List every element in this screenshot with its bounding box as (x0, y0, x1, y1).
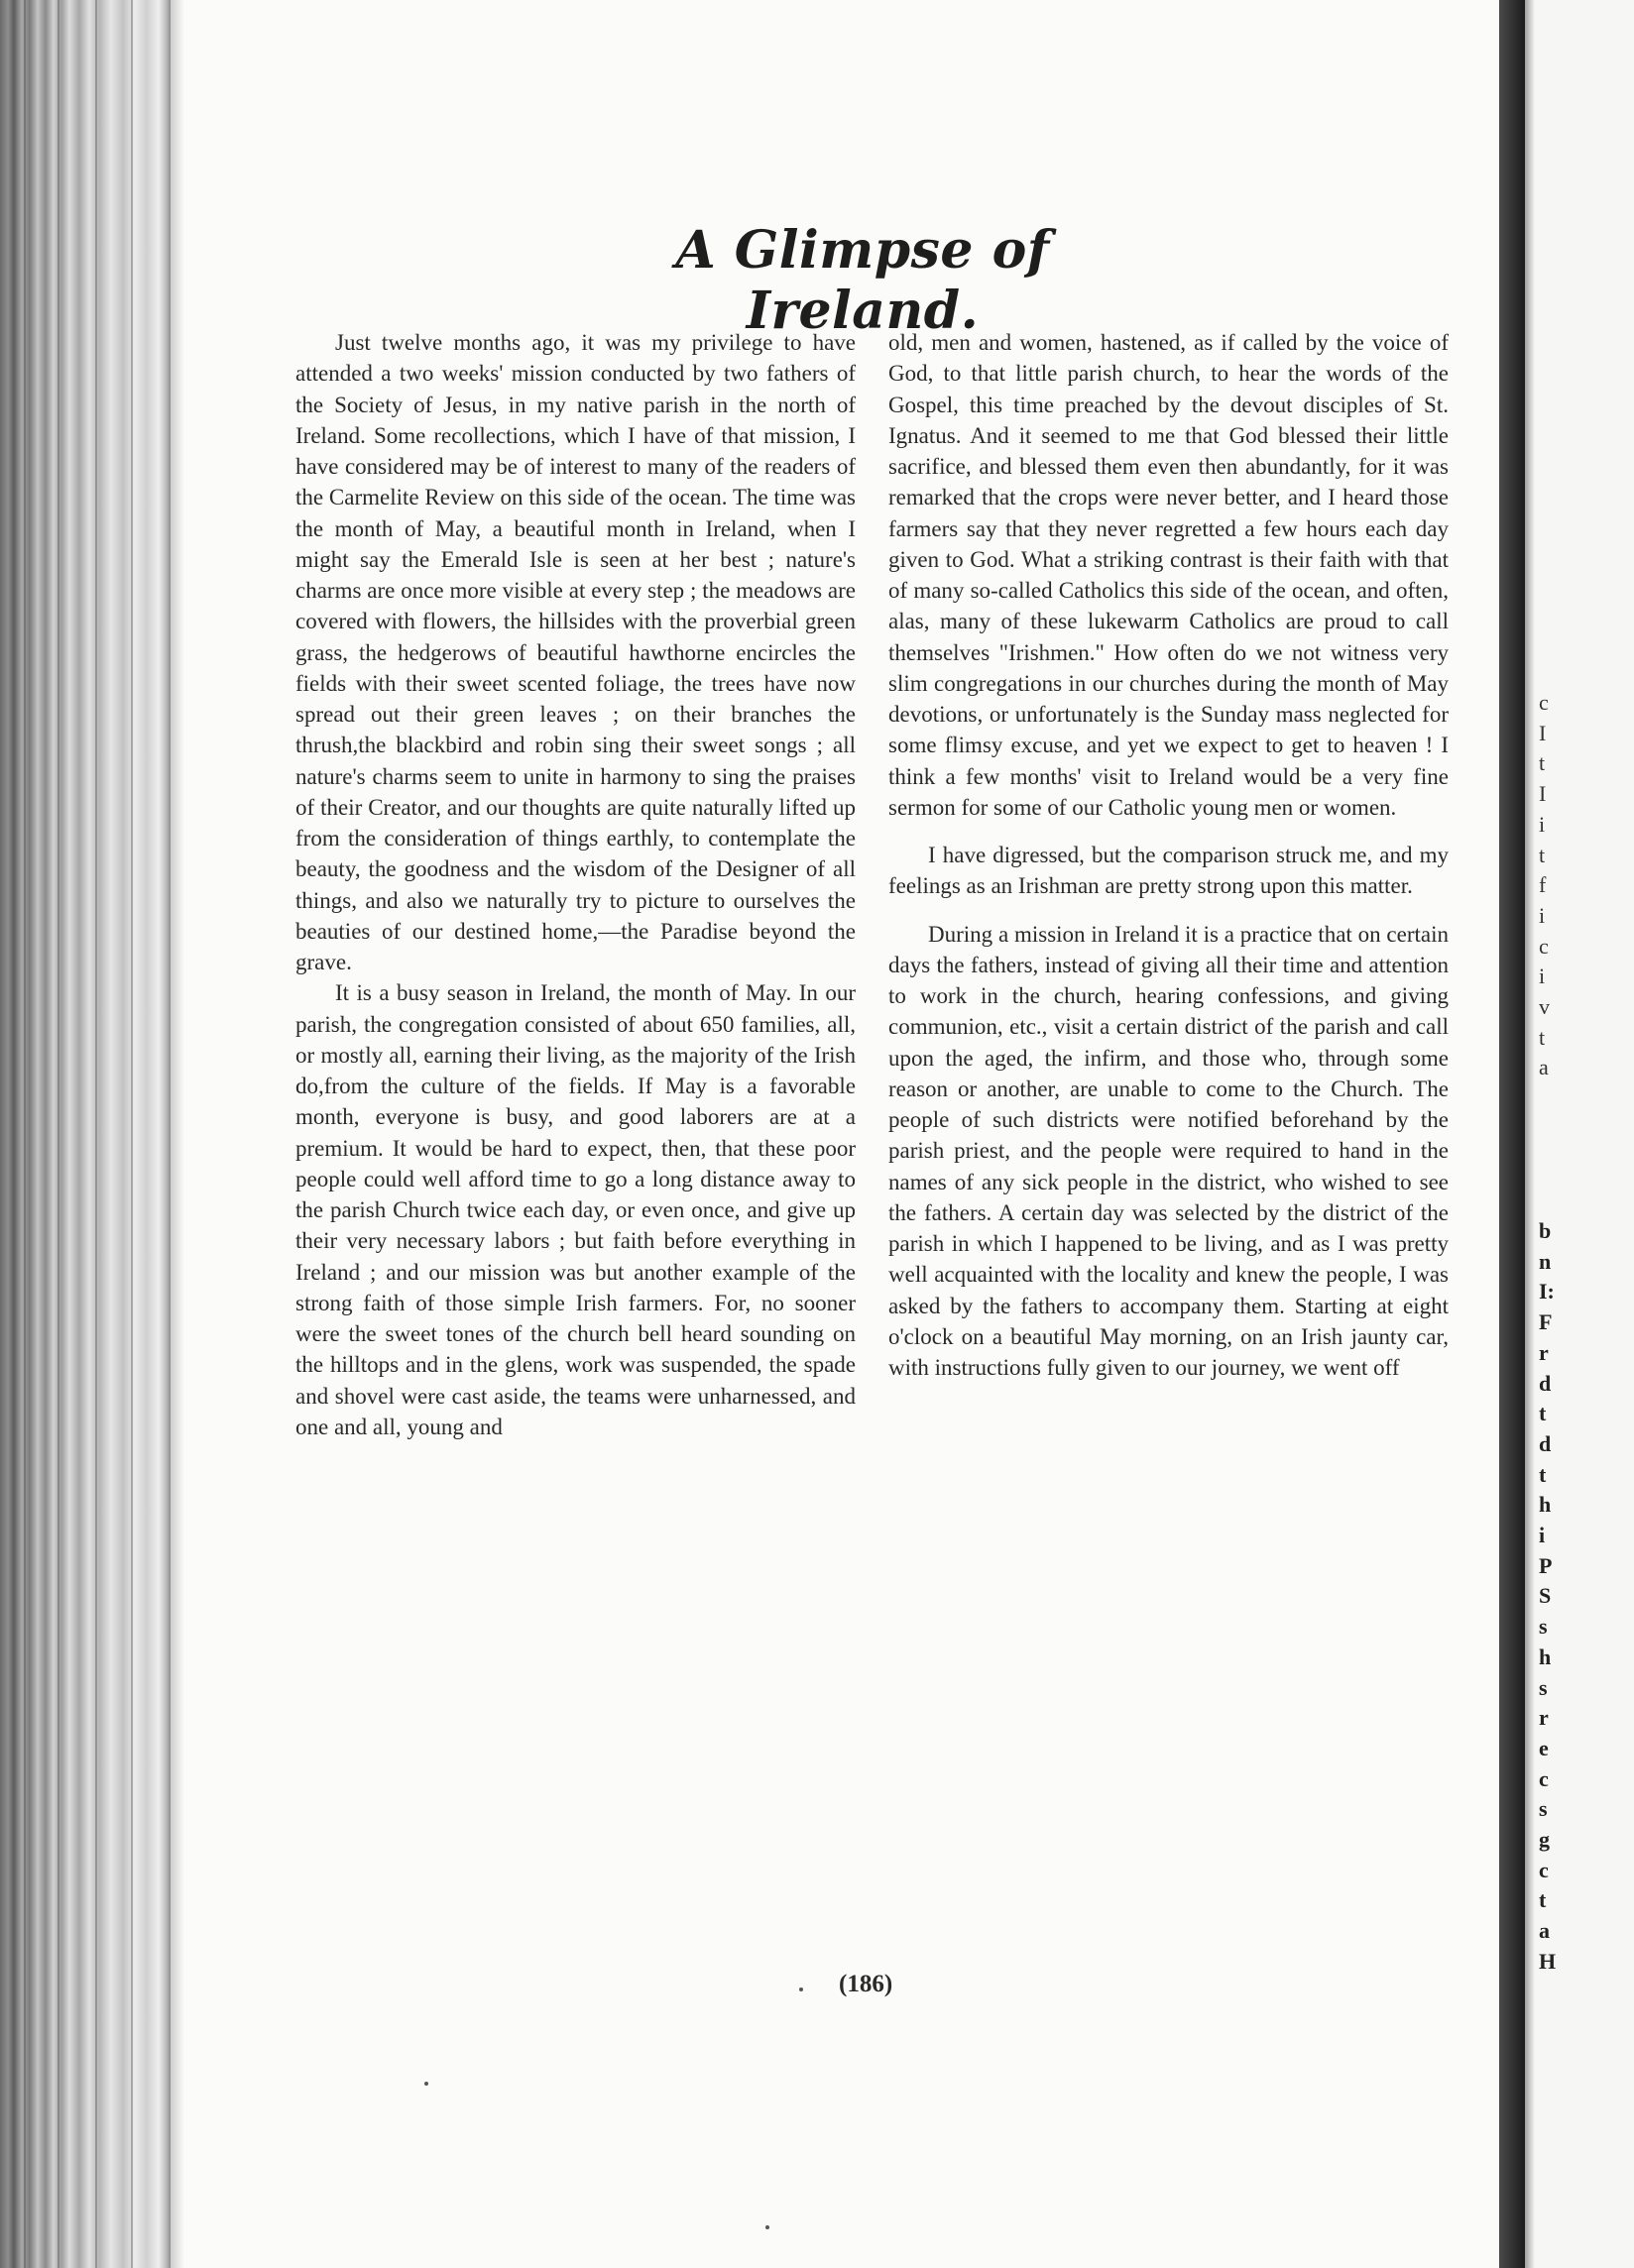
gutter-shadow (171, 0, 184, 2268)
next-page-fragment-lower: b n I: F r d t d t h i P S s h s r e c s g c t a H (1539, 1218, 1557, 1974)
paragraph: During a mission in Ireland it is a practice that on certain days the fathers, instead of giving all their time and attention to work in the church, hearing confessions, and giving communion, etc., visit a certain district of the parish and call upon the aged, the infirm, and those who, through some reason or another, are unable to come to the Church. The people of such districts were notified beforehand by the parish priest, and the people were required to hand in the names of any sick people in the district, who wished to see the fathers. A certain day was selected by the district of the parish in which I happened to be living, and as I was pretty well acquainted with the locality and knew the people, I was asked by the fathers to accompany them. Starting at eight o'clock on a beautiful May morning, on an Irish jaunty car, with instructions fully given to our journey, we went off (888, 921, 1449, 1380)
page-edge-shadow (1499, 0, 1525, 2268)
print-speck (765, 2225, 769, 2229)
print-speck (799, 1987, 803, 1991)
next-page-sliver (1525, 0, 1634, 2268)
right-column (888, 327, 1449, 1383)
article-title: A Glimpse of Ireland. (675, 220, 1050, 341)
paragraph: old, men and women, hastened, as if called by the voice of God, to that little parish church, to hear the words of the Gospel, this time preached by the devout disciples of St. Ignatus. And it seemed to me that God blessed their little sacrifice, and blessed them even then abundantly, for it was remarked that the crops were never better, and I heard those farmers say that they never regretted a few hours each day given to God. What a striking contrast is their faith with that of many so-called Catholics this side of the ocean, and often, alas, many of these lukewarm Catholics are proud to call themselves "Irishmen." How often do we not witness very slim congregations in our churches during the month of May devotions, or unfortunately is the Sunday mass neglected for some flimsy excuse, and yet we expect to get to heaven ! I think a few months' visit to Ireland would be a very fine sermon for some of our Catholic young men or women. (888, 330, 1449, 820)
left-column (295, 327, 856, 1442)
paragraph: It is a busy season in Ireland, the month of May. In our parish, the congregation consisted of about 650 families, all, or mostly all, earning their living, as the majority of the Irish do,from the culture of the fields. If May is a favorable month, everyone is busy, and good laborers are at a premium. It would be hard to expect, then, that these poor people could well afford time to go a long distance away to the parish Church twice each day, or even once, and give up their very necessary labors ; but faith before everything in Ireland ; and our mission was but another example of the strong faith of those simple Irish farmers. For, no sooner were the sweet tones of the church bell heard sounding on the hilltops and in the glens, work was suspended, the spade and shovel were cast aside, the teams were unharnessed, and one and all, young and (295, 980, 856, 1439)
page-number: (186) (839, 1971, 893, 1997)
next-page-fragment-upper: c I t I i t f i c i v t a (1539, 690, 1550, 1080)
binding-line (58, 0, 59, 2268)
binding-line (24, 0, 26, 2268)
next-page-edge (1525, 0, 1535, 2268)
print-speck (424, 2082, 428, 2086)
binding-line (131, 0, 133, 2268)
paragraph: I have digressed, but the comparison struck me, and my feelings as an Irishman are pretty strong upon this matter. (888, 843, 1449, 899)
binding-line (95, 0, 97, 2268)
paragraph: Just twelve months ago, it was my privilege to have attended a two weeks' mission conducted by two fathers of the Society of Jesus, in my native parish in the north of Ireland. Some recollections, which I have of that mission, I have considered may be of interest to many of the readers of the Carmelite Review on this side of the ocean. The time was the month of May, a beautiful month in Ireland, when I might say the Emerald Isle is seen at her best ; nature's charms are once more visible at every step ; the meadows are covered with flowers, the hillsides with the proverbial green grass, the hedgerows of beautiful hawthorne encircles the fields with their sweet scented foliage, the trees have now spread out their green leaves ; on their branches the thrush,the blackbird and robin sing their sweet songs ; all nature's charms seem to unite in harmony to sing the praises of their Creator, and our thoughts are quite naturally lifted up from the consideration of things earthly, to contemplate the beauty, the goodness and the wisdom of the Designer of all things, and also we naturally try to picture to ourselves the beauties of our destined home,—the Paradise beyond the grave. (295, 330, 856, 974)
